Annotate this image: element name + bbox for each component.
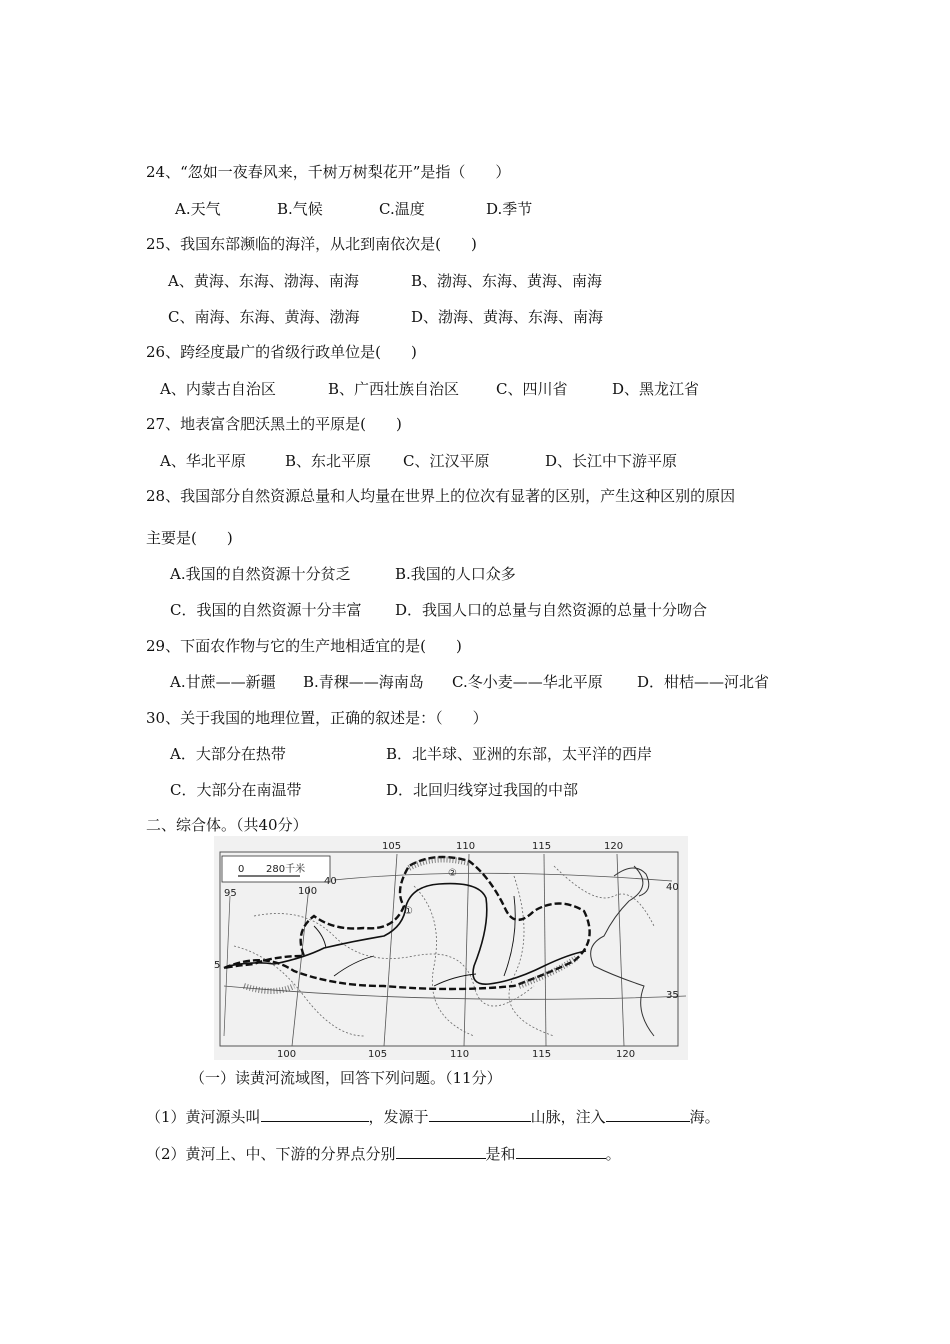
q29-option-c: C.冬小麦——华北平原 <box>452 673 603 691</box>
question-26-stem: 26、跨经度最广的省级行政单位是( ) <box>146 343 417 361</box>
scale-zero: 0 <box>238 864 245 875</box>
q24-option-a: A.天气 <box>175 200 221 218</box>
question-30-stem: 30、关于我国的地理位置，正确的叙述是：（ ） <box>146 709 488 727</box>
question-28-stem: 28、我国部分自然资源总量和人均量在世界上的位次有显著的区别，产生这种区别的原因 <box>146 487 736 505</box>
q27-option-b: B、东北平原 <box>285 452 372 470</box>
q2-blank-point-1[interactable] <box>396 1142 486 1159</box>
lat-right-40: 40 <box>666 882 679 893</box>
q30-option-b: B．北半球、亚洲的东部，太平洋的西岸 <box>386 745 653 763</box>
q24-option-d: D.季节 <box>486 200 533 218</box>
q28-option-b: B.我国的人口众多 <box>395 565 516 583</box>
q24-option-c: C.温度 <box>379 200 425 218</box>
lat-inner-40: 40 <box>324 876 337 887</box>
q1-text-c: 山脉，注入 <box>530 1108 606 1126</box>
question-29-stem: 29、下面农作物与它的生产地相适宜的是( ) <box>146 637 462 655</box>
q1-blank-sea[interactable] <box>606 1105 690 1122</box>
marker-2: ② <box>448 868 457 879</box>
q1-text-d: 海。 <box>689 1108 720 1126</box>
lon-bottom-100: 100 <box>277 1049 297 1060</box>
q26-option-d: D、黑龙江省 <box>612 380 700 398</box>
q28-option-d: D．我国人口的总量与自然资源的总量十分吻合 <box>395 601 708 619</box>
q2-text-c: 。 <box>605 1145 621 1163</box>
lon-bottom-110: 110 <box>450 1049 470 1060</box>
lon-bottom-115: 115 <box>532 1049 552 1060</box>
part-1-question-1 <box>146 1105 720 1127</box>
yellow-river-basin-map <box>214 836 688 1060</box>
lon-inner-100: 100 <box>298 886 318 897</box>
part-1-intro: （一）读黄河流域图，回答下列问题。（11分） <box>190 1069 502 1087</box>
question-28-stem-cont: 主要是( ) <box>146 529 233 547</box>
lon-bottom-105: 105 <box>368 1049 388 1060</box>
q28-option-c: C．我国的自然资源十分丰富 <box>170 601 362 619</box>
q30-option-d: D．北回归线穿过我国的中部 <box>386 781 579 799</box>
lat-left-5: 5 <box>214 960 221 971</box>
q25-option-b: B、渤海、东海、黄海、南海 <box>411 272 603 290</box>
q30-option-c: C．大部分在南温带 <box>170 781 302 799</box>
lon-top-115: 115 <box>532 841 552 852</box>
q29-option-b: B.青稞——海南岛 <box>303 673 424 691</box>
section-2-title: 二、综合体。（共40分） <box>146 816 308 834</box>
part-1-question-2 <box>146 1142 621 1164</box>
q25-option-d: D、渤海、黄海、东海、南海 <box>411 308 604 326</box>
lat-right-35: 35 <box>666 990 679 1001</box>
q26-option-b: B、广西壮族自治区 <box>328 380 460 398</box>
q2-text-a: （2）黄河上、中、下游的分界点分别 <box>146 1145 396 1163</box>
q25-option-c: C、南海、东海、黄海、渤海 <box>168 308 360 326</box>
q2-text-b: 是和 <box>485 1145 516 1163</box>
q2-blank-point-2[interactable] <box>516 1142 606 1159</box>
q27-option-a: A、华北平原 <box>160 452 246 470</box>
q1-blank-mountain[interactable] <box>429 1105 531 1122</box>
q26-option-a: A、内蒙古自治区 <box>160 380 276 398</box>
question-25-stem: 25、我国东部濒临的海洋，从北到南依次是( ) <box>146 235 477 253</box>
lon-inner-95: 95 <box>224 888 237 899</box>
q30-option-a: A．大部分在热带 <box>170 745 286 763</box>
lon-top-105: 105 <box>382 841 402 852</box>
q29-option-d: D．柑桔——河北省 <box>637 673 770 691</box>
q1-text-a: （1）黄河源头叫 <box>146 1108 261 1126</box>
lon-bottom-120: 120 <box>616 1049 636 1060</box>
q27-option-c: C、江汉平原 <box>403 452 490 470</box>
lon-top-120: 120 <box>604 841 624 852</box>
scale-label: 280千米 <box>266 864 306 875</box>
q28-option-a: A.我国的自然资源十分贫乏 <box>170 565 351 583</box>
question-24-stem: 24、“忽如一夜春风来，千树万树梨花开”是指（ ） <box>146 163 511 181</box>
q24-option-b: B.气候 <box>277 200 323 218</box>
marker-1: ① <box>404 906 413 917</box>
q27-option-d: D、长江中下游平原 <box>545 452 678 470</box>
lon-top-110: 110 <box>456 841 476 852</box>
q1-text-b: ，发源于 <box>368 1108 429 1126</box>
q1-blank-source[interactable] <box>261 1105 369 1122</box>
question-27-stem: 27、地表富含肥沃黑土的平原是( ) <box>146 415 402 433</box>
q29-option-a: A.甘蔗——新疆 <box>170 673 276 691</box>
q26-option-c: C、四川省 <box>496 380 568 398</box>
q25-option-a: A、黄海、东海、渤海、南海 <box>168 272 359 290</box>
